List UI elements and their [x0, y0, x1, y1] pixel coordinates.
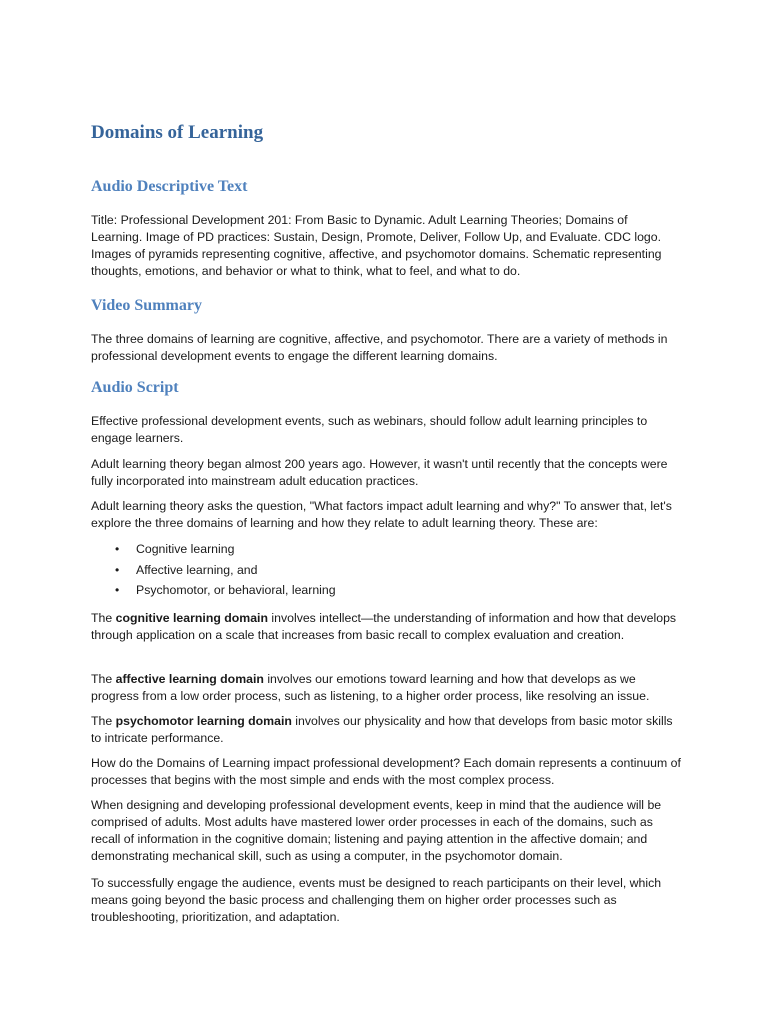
heading-video-summary: Video Summary: [91, 297, 202, 314]
script-paragraph-4: How do the Domains of Learning impact professional development? Each domain represents a continuum of processes that begins with the most simple and ends with the most complex process.: [91, 756, 681, 787]
affective-domain-paragraph: The affective learning domain involves our emotions toward learning and how that develops as we progress from a low order process, such as listening, to a higher order process, like resolving an issue.: [91, 672, 650, 703]
list-item-label: Psychomotor, or behavioral, learning: [136, 583, 336, 597]
script-paragraph-5: When designing and developing professional development events, keep in mind that the audience will be comprised of adults. Most adults have mastered lower order processes in each of the domains, such as recall of information in the cognitive domain; listening and paying attention in the affective domain; and demonstrating mechanical skill, such as using a computer, in the psychomotor domain.: [91, 798, 662, 863]
audio-descriptive-paragraph: Title: Professional Development 201: From Basic to Dynamic. Adult Learning Theories; Domains of Learning. Image of PD practices: Sustain, Design, Promote, Deliver, Follow Up, and Evaluate. CDC logo. Images of pyramids representing cognitive, affective, and psychomotor domains. Schematic representing thoughts, emotions, and behavior or what to think, what to feel, and what to do.: [91, 213, 662, 278]
domains-bullet-list: [91, 541, 336, 603]
heading-audio-descriptive-text: Audio Descriptive Text: [91, 178, 248, 195]
script-paragraph-6: To successfully engage the audience, events must be designed to reach participants on their level, which means going beyond the basic process and challenging them on higher order processes such as troubleshooting, prioritization, and adaptation.: [91, 876, 662, 924]
cognitive-domain-term: cognitive learning domain: [115, 611, 268, 625]
bullet-icon: •: [115, 542, 120, 556]
list-item-label: Cognitive learning: [136, 542, 235, 556]
bullet-icon: •: [115, 583, 120, 597]
script-paragraph-2: Adult learning theory began almost 200 years ago. However, it wasn't until recently that the concepts were fully incorporated into mainstream adult education practices.: [91, 457, 668, 488]
cognitive-domain-paragraph: The cognitive learning domain involves intellect—the understanding of information and how that develops through application on a scale that increases from basic recall to complex evaluation and creation.: [91, 611, 677, 642]
script-paragraph-3: Adult learning theory asks the question, "What factors impact adult learning and why?" To answer that, let's explore the three domains of learning and how they relate to adult learning theory. These are:: [91, 499, 672, 530]
document-title: Domains of Learning: [91, 122, 264, 143]
affective-domain-term: affective learning domain: [115, 672, 264, 686]
psychomotor-domain-term: psychomotor learning domain: [115, 714, 292, 728]
heading-audio-script: Audio Script: [91, 379, 179, 396]
list-item: [91, 541, 336, 562]
list-item-label: Affective learning, and: [136, 562, 258, 577]
list-item: [91, 582, 336, 603]
video-summary-paragraph: The three domains of learning are cognitive, affective, and psychomotor. There are a variety of methods in professional development events to engage the different learning domains.: [91, 332, 668, 363]
script-paragraph-1: Effective professional development events, such as webinars, should follow adult learning principles to engage learners.: [91, 414, 648, 445]
list-item: [91, 562, 336, 583]
psychomotor-domain-paragraph: The psychomotor learning domain involves our physicality and how that develops from basic motor skills to intricate performance.: [91, 714, 673, 745]
bullet-icon: •: [115, 562, 120, 577]
